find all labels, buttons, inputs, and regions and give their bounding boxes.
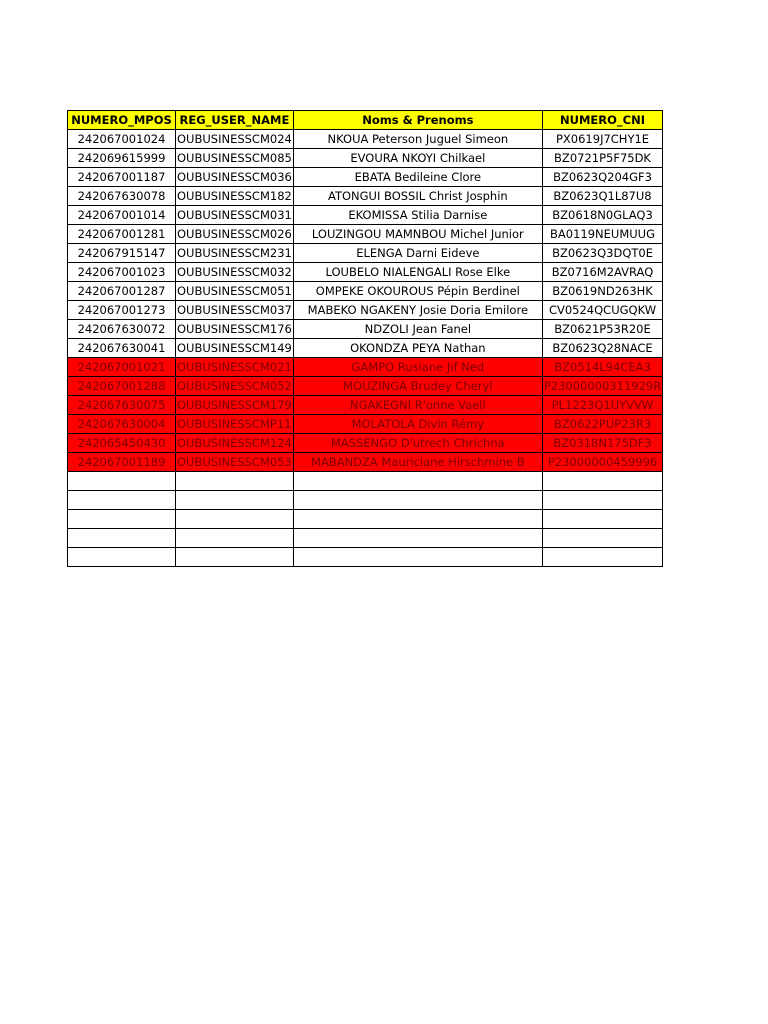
empty-cell[interactable] [176, 529, 294, 548]
empty-cell[interactable] [293, 491, 542, 510]
cell-reg-user-name[interactable]: OUBUSINESSCM179 [176, 396, 294, 415]
empty-row [68, 529, 663, 548]
cell-numero-mpos[interactable]: 242067001287 [68, 282, 176, 301]
empty-cell[interactable] [542, 472, 662, 491]
cell-numero-cni[interactable]: P23000000311929R [542, 377, 662, 396]
cell-numero-cni[interactable]: BZ0621P53R20E [542, 320, 662, 339]
cell-noms-prenoms[interactable]: NDZOLI Jean Fanel [293, 320, 542, 339]
cell-numero-mpos[interactable]: 242067001273 [68, 301, 176, 320]
cell-numero-cni[interactable]: BZ0514L94CEA3 [542, 358, 662, 377]
cell-noms-prenoms[interactable]: EKOMISSA Stilia Darnise [293, 206, 542, 225]
table-row [68, 377, 663, 396]
table-row [68, 206, 663, 225]
empty-cell[interactable] [293, 548, 542, 567]
cell-noms-prenoms[interactable]: OKONDZA PEYA Nathan [293, 339, 542, 358]
cell-numero-cni[interactable]: BZ0716M2AVRAQ [542, 263, 662, 282]
empty-cell[interactable] [68, 529, 176, 548]
cell-reg-user-name[interactable]: OUBUSINESSCM124 [176, 434, 294, 453]
spreadsheet-table [67, 110, 663, 567]
header-numero-cni[interactable]: NUMERO_CNI [542, 111, 662, 130]
cell-numero-cni[interactable]: BZ0623Q204GF3 [542, 168, 662, 187]
cell-reg-user-name[interactable]: OUBUSINESSCM024 [176, 130, 294, 149]
cell-reg-user-name[interactable]: OUBUSINESSCM026 [176, 225, 294, 244]
cell-reg-user-name[interactable]: OUBUSINESSCM176 [176, 320, 294, 339]
cell-numero-cni[interactable]: BZ0623Q1L87U8 [542, 187, 662, 206]
empty-cell[interactable] [542, 548, 662, 567]
empty-cell[interactable] [68, 510, 176, 529]
table-row [68, 415, 663, 434]
empty-row [68, 510, 663, 529]
cell-numero-mpos[interactable]: 242069615999 [68, 149, 176, 168]
cell-noms-prenoms[interactable]: GAMPO Rusiane Jif Ned [293, 358, 542, 377]
cell-numero-mpos[interactable]: 242067630004 [68, 415, 176, 434]
table-row [68, 282, 663, 301]
cell-numero-mpos[interactable]: 242067001288 [68, 377, 176, 396]
cell-reg-user-name[interactable]: OUBUSINESSCM036 [176, 168, 294, 187]
cell-numero-cni[interactable]: P23000000459996 [542, 453, 662, 472]
cell-numero-cni[interactable]: BZ0622PUP23R3 [542, 415, 662, 434]
table-body [68, 130, 663, 567]
header-noms-prenoms[interactable]: Noms & Prenoms [293, 111, 542, 130]
empty-cell[interactable] [176, 491, 294, 510]
cell-reg-user-name[interactable]: OUBUSINESSCMP11 [176, 415, 294, 434]
cell-numero-mpos[interactable]: 242067630041 [68, 339, 176, 358]
empty-cell[interactable] [176, 548, 294, 567]
cell-reg-user-name[interactable]: OUBUSINESSCM085 [176, 149, 294, 168]
table-row [68, 339, 663, 358]
empty-cell[interactable] [176, 510, 294, 529]
empty-row [68, 548, 663, 567]
cell-numero-mpos[interactable]: 242067630072 [68, 320, 176, 339]
empty-cell[interactable] [542, 491, 662, 510]
cell-noms-prenoms[interactable]: NGAKEGNI R'onne Vaell [293, 396, 542, 415]
cell-noms-prenoms[interactable]: EVOURA NKOYI Chilkael [293, 149, 542, 168]
table-row [68, 396, 663, 415]
empty-cell[interactable] [176, 472, 294, 491]
empty-cell[interactable] [293, 510, 542, 529]
table-row [68, 263, 663, 282]
cell-noms-prenoms[interactable]: OMPEKE OKOUROUS Pépin Berdinel [293, 282, 542, 301]
cell-numero-mpos[interactable]: 242067630075 [68, 396, 176, 415]
cell-numero-mpos[interactable]: 242067001024 [68, 130, 176, 149]
table-row [68, 130, 663, 149]
cell-noms-prenoms[interactable]: ATONGUI BOSSIL Christ Josphin [293, 187, 542, 206]
table-row [68, 149, 663, 168]
cell-reg-user-name[interactable]: OUBUSINESSCM053 [176, 453, 294, 472]
cell-reg-user-name[interactable]: OUBUSINESSCM182 [176, 187, 294, 206]
empty-cell[interactable] [68, 491, 176, 510]
cell-numero-mpos[interactable]: 242067630078 [68, 187, 176, 206]
cell-numero-mpos[interactable]: 242067001189 [68, 453, 176, 472]
header-reg-user-name[interactable]: REG_USER_NAME [176, 111, 294, 130]
table-row [68, 320, 663, 339]
cell-noms-prenoms[interactable]: MABANDZA Mauriciane Hirschmine B [293, 453, 542, 472]
cell-noms-prenoms[interactable]: LOUBELO NIALENGALI Rose Elke [293, 263, 542, 282]
cell-noms-prenoms[interactable]: MOUZINGA Brudey Cheryl [293, 377, 542, 396]
table-row [68, 187, 663, 206]
cell-numero-cni[interactable]: PX0619J7CHY1E [542, 130, 662, 149]
empty-cell[interactable] [68, 548, 176, 567]
table-row [68, 453, 663, 472]
cell-numero-cni[interactable]: PL1223Q1UYVVW [542, 396, 662, 415]
table-row [68, 244, 663, 263]
cell-numero-mpos[interactable]: 242067001023 [68, 263, 176, 282]
cell-reg-user-name[interactable]: OUBUSINESSCM021 [176, 358, 294, 377]
cell-numero-mpos[interactable]: 242067001187 [68, 168, 176, 187]
cell-reg-user-name[interactable]: OUBUSINESSCM037 [176, 301, 294, 320]
cell-numero-cni[interactable]: BZ0618N0GLAQ3 [542, 206, 662, 225]
cell-noms-prenoms[interactable]: MABEKO NGAKENY Josie Doria Emilore [293, 301, 542, 320]
cell-numero-mpos[interactable]: 242067001281 [68, 225, 176, 244]
table-row [68, 301, 663, 320]
header-numero-mpos[interactable]: NUMERO_MPOS [68, 111, 176, 130]
cell-numero-mpos[interactable]: 242067001014 [68, 206, 176, 225]
cell-numero-cni[interactable]: BZ0619ND263HK [542, 282, 662, 301]
empty-cell[interactable] [68, 472, 176, 491]
cell-numero-cni[interactable]: BZ0721P5F75DK [542, 149, 662, 168]
cell-noms-prenoms[interactable]: ELENGA Darni Eideve [293, 244, 542, 263]
cell-numero-cni[interactable]: BZ0318N175DF3 [542, 434, 662, 453]
cell-numero-cni[interactable]: BA0119NEUMUUG [542, 225, 662, 244]
cell-numero-cni[interactable]: BZ0623Q3DQT0E [542, 244, 662, 263]
cell-numero-cni[interactable]: BZ0623Q28NACE [542, 339, 662, 358]
table-row [68, 434, 663, 453]
empty-cell[interactable] [293, 472, 542, 491]
cell-reg-user-name[interactable]: OUBUSINESSCM052 [176, 377, 294, 396]
cell-reg-user-name[interactable]: OUBUSINESSCM032 [176, 263, 294, 282]
empty-cell[interactable] [542, 510, 662, 529]
cell-reg-user-name[interactable]: OUBUSINESSCM149 [176, 339, 294, 358]
cell-noms-prenoms[interactable]: EBATA Bedileine Clore [293, 168, 542, 187]
cell-reg-user-name[interactable]: OUBUSINESSCM231 [176, 244, 294, 263]
empty-cell[interactable] [542, 529, 662, 548]
cell-noms-prenoms[interactable]: MASSENGO D'utrech Chrichna [293, 434, 542, 453]
cell-noms-prenoms[interactable]: NKOUA Peterson Juguel Simeon [293, 130, 542, 149]
header-row [68, 111, 663, 130]
cell-noms-prenoms[interactable]: LOUZINGOU MAMNBOU Michel Junior [293, 225, 542, 244]
cell-numero-cni[interactable]: CV0524QCUGQKW [542, 301, 662, 320]
cell-numero-mpos[interactable]: 242065450430 [68, 434, 176, 453]
empty-row [68, 472, 663, 491]
cell-numero-mpos[interactable]: 242067915147 [68, 244, 176, 263]
cell-numero-mpos[interactable]: 242067001021 [68, 358, 176, 377]
empty-row [68, 491, 663, 510]
cell-noms-prenoms[interactable]: MOLATOLA Divin Rémy [293, 415, 542, 434]
cell-reg-user-name[interactable]: OUBUSINESSCM031 [176, 206, 294, 225]
table-row [68, 225, 663, 244]
table-row [68, 358, 663, 377]
empty-cell[interactable] [293, 529, 542, 548]
table-row [68, 168, 663, 187]
cell-reg-user-name[interactable]: OUBUSINESSCM051 [176, 282, 294, 301]
